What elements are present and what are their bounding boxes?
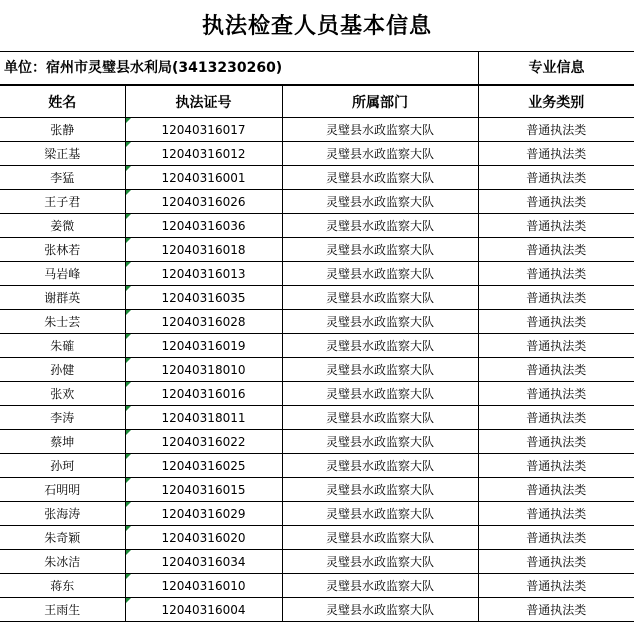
text-number-flag-icon bbox=[126, 238, 131, 243]
cell-cert-number[interactable] bbox=[125, 334, 282, 358]
cell-category-text: 普通执法类 bbox=[526, 291, 587, 305]
cell-cert-number[interactable] bbox=[125, 598, 282, 622]
cell-name[interactable] bbox=[0, 430, 125, 454]
cell-cert-number[interactable] bbox=[125, 502, 282, 526]
cell-name-text: 朱冰洁 bbox=[44, 555, 81, 569]
cell-name[interactable] bbox=[0, 166, 125, 190]
cell-department[interactable] bbox=[282, 526, 478, 550]
table-row bbox=[0, 310, 634, 334]
cell-name[interactable] bbox=[0, 214, 125, 238]
cell-category-text: 普通执法类 bbox=[526, 339, 587, 353]
table-body bbox=[0, 118, 634, 622]
cell-department-text: 灵璧县水政监察大队 bbox=[325, 435, 434, 449]
cell-cert-number-text: 12040316036 bbox=[161, 218, 246, 233]
table-row bbox=[0, 358, 634, 382]
cell-name-text: 朱士芸 bbox=[44, 315, 81, 329]
text-number-flag-icon bbox=[126, 502, 131, 507]
cell-cert-number-text: 12040318010 bbox=[161, 362, 246, 377]
table-row bbox=[0, 430, 634, 454]
cell-department-text: 灵璧县水政监察大队 bbox=[325, 603, 434, 617]
cell-name-text: 石明明 bbox=[44, 483, 81, 497]
table-row bbox=[0, 478, 634, 502]
cell-cert-number-text: 12040316001 bbox=[161, 170, 246, 185]
cell-department-text: 灵璧县水政监察大队 bbox=[325, 339, 434, 353]
cell-category-text: 普通执法类 bbox=[526, 243, 587, 257]
cell-department[interactable] bbox=[282, 334, 478, 358]
cell-category-text: 普通执法类 bbox=[526, 363, 587, 377]
cell-category-text: 普通执法类 bbox=[526, 435, 587, 449]
cell-cert-number-text: 12040316019 bbox=[161, 338, 246, 353]
cell-department[interactable] bbox=[282, 406, 478, 430]
cell-category-text: 普通执法类 bbox=[526, 147, 587, 161]
cell-category[interactable] bbox=[478, 214, 634, 238]
cell-name-text: 张静 bbox=[50, 123, 75, 137]
cell-category[interactable] bbox=[478, 310, 634, 334]
text-number-flag-icon bbox=[126, 262, 131, 267]
cell-category-text: 普通执法类 bbox=[526, 171, 587, 185]
cell-department[interactable] bbox=[282, 382, 478, 406]
cell-name[interactable] bbox=[0, 526, 125, 550]
table-row bbox=[0, 454, 634, 478]
cell-department[interactable] bbox=[282, 262, 478, 286]
cell-cert-number[interactable] bbox=[125, 238, 282, 262]
cell-name[interactable] bbox=[0, 574, 125, 598]
cell-cert-number-text: 12040316010 bbox=[161, 578, 246, 593]
cell-name-text: 孙健 bbox=[50, 363, 75, 377]
cell-category[interactable] bbox=[478, 526, 634, 550]
cell-department-text: 灵璧县水政监察大队 bbox=[325, 459, 434, 473]
cell-category[interactable] bbox=[478, 478, 634, 502]
cell-department-text: 灵璧县水政监察大队 bbox=[325, 171, 434, 185]
cell-name-text: 王雨生 bbox=[44, 603, 81, 617]
cell-name[interactable] bbox=[0, 358, 125, 382]
cell-cert-number-text: 12040316017 bbox=[161, 122, 246, 137]
cell-name-text: 姜微 bbox=[50, 219, 75, 233]
cell-cert-number[interactable] bbox=[125, 310, 282, 334]
cell-cert-number[interactable] bbox=[125, 118, 282, 142]
personnel-table bbox=[0, 85, 634, 622]
cell-category[interactable] bbox=[478, 142, 634, 166]
cell-name-text: 蒋东 bbox=[50, 579, 75, 593]
cell-name-text: 孙珂 bbox=[50, 459, 75, 473]
table-row bbox=[0, 262, 634, 286]
text-number-flag-icon bbox=[126, 574, 131, 579]
cell-name-text: 朱奇颖 bbox=[44, 531, 81, 545]
cell-category[interactable] bbox=[478, 334, 634, 358]
cell-department-text: 灵璧县水政监察大队 bbox=[325, 219, 434, 233]
table-row bbox=[0, 166, 634, 190]
cell-category-text: 普通执法类 bbox=[526, 459, 587, 473]
sheet-title: 执法检查人员基本信息 bbox=[0, 0, 634, 52]
cell-name[interactable] bbox=[0, 550, 125, 574]
cell-department[interactable] bbox=[282, 478, 478, 502]
cell-category[interactable] bbox=[478, 238, 634, 262]
table-row bbox=[0, 406, 634, 430]
cell-department[interactable] bbox=[282, 598, 478, 622]
table-row bbox=[0, 190, 634, 214]
table-row bbox=[0, 118, 634, 142]
cell-cert-number-text: 12040316013 bbox=[161, 266, 246, 281]
cell-category-text: 普通执法类 bbox=[526, 123, 587, 137]
cell-cert-number-text: 12040316020 bbox=[161, 530, 246, 545]
cell-category-text: 普通执法类 bbox=[526, 195, 587, 209]
cell-name-text: 张林若 bbox=[44, 243, 81, 257]
unit-label: 单位： bbox=[4, 60, 46, 76]
cell-cert-number[interactable] bbox=[125, 430, 282, 454]
cell-cert-number[interactable] bbox=[125, 550, 282, 574]
text-number-flag-icon bbox=[126, 598, 131, 603]
cell-name-text: 蔡坤 bbox=[50, 435, 75, 449]
cell-department-text: 灵璧县水政监察大队 bbox=[325, 483, 434, 497]
cell-name[interactable] bbox=[0, 262, 125, 286]
cell-department[interactable] bbox=[282, 142, 478, 166]
cell-department-text: 灵璧县水政监察大队 bbox=[325, 315, 434, 329]
cell-category[interactable] bbox=[478, 454, 634, 478]
cell-name[interactable] bbox=[0, 502, 125, 526]
text-number-flag-icon bbox=[126, 406, 131, 411]
cell-cert-number-text: 12040316016 bbox=[161, 386, 246, 401]
cell-name[interactable] bbox=[0, 598, 125, 622]
cell-name[interactable] bbox=[0, 406, 125, 430]
text-number-flag-icon bbox=[126, 550, 131, 555]
cell-name[interactable] bbox=[0, 310, 125, 334]
cell-name[interactable] bbox=[0, 286, 125, 310]
cell-cert-number-text: 12040316022 bbox=[161, 434, 246, 449]
table-row bbox=[0, 286, 634, 310]
cell-department-text: 灵璧县水政监察大队 bbox=[325, 531, 434, 545]
cell-name-text: 李猛 bbox=[50, 171, 75, 185]
cell-category[interactable] bbox=[478, 574, 634, 598]
cell-category-text: 普通执法类 bbox=[526, 219, 587, 233]
cell-cert-number-text: 12040316018 bbox=[161, 242, 246, 257]
cell-cert-number-text: 12040316035 bbox=[161, 290, 246, 305]
cell-cert-number-text: 12040316015 bbox=[161, 482, 246, 497]
cell-cert-number-text: 12040318011 bbox=[161, 410, 246, 425]
cell-department-text: 灵璧县水政监察大队 bbox=[325, 507, 434, 521]
cell-name-text: 张欢 bbox=[50, 387, 75, 401]
cell-name[interactable] bbox=[0, 454, 125, 478]
cell-cert-number[interactable] bbox=[125, 478, 282, 502]
table-row bbox=[0, 238, 634, 262]
cell-name-text: 张海涛 bbox=[44, 507, 81, 521]
cell-cert-number[interactable] bbox=[125, 382, 282, 406]
cell-name[interactable] bbox=[0, 142, 125, 166]
text-number-flag-icon bbox=[126, 166, 131, 171]
text-number-flag-icon bbox=[126, 214, 131, 219]
cell-category-text: 普通执法类 bbox=[526, 387, 587, 401]
cell-category-text: 普通执法类 bbox=[526, 579, 587, 593]
cell-cert-number[interactable] bbox=[125, 526, 282, 550]
cell-category[interactable] bbox=[478, 598, 634, 622]
table-row bbox=[0, 502, 634, 526]
table-row bbox=[0, 598, 634, 622]
cell-cert-number[interactable] bbox=[125, 286, 282, 310]
cell-cert-number[interactable] bbox=[125, 190, 282, 214]
cell-department-text: 灵璧县水政监察大队 bbox=[325, 291, 434, 305]
cell-category[interactable] bbox=[478, 502, 634, 526]
cell-department[interactable] bbox=[282, 430, 478, 454]
cell-cert-number-text: 12040316026 bbox=[161, 194, 246, 209]
cell-category[interactable] bbox=[478, 382, 634, 406]
cell-department-text: 灵璧县水政监察大队 bbox=[325, 243, 434, 257]
cell-department[interactable] bbox=[282, 574, 478, 598]
cell-name-text: 谢群英 bbox=[44, 291, 81, 305]
text-number-flag-icon bbox=[126, 478, 131, 483]
cell-category-text: 普通执法类 bbox=[526, 555, 587, 569]
cell-category[interactable] bbox=[478, 118, 634, 142]
cell-category[interactable] bbox=[478, 286, 634, 310]
cell-department-text: 灵璧县水政监察大队 bbox=[325, 387, 434, 401]
cell-department[interactable] bbox=[282, 550, 478, 574]
text-number-flag-icon bbox=[126, 310, 131, 315]
cell-department-text: 灵璧县水政监察大队 bbox=[325, 555, 434, 569]
table-row bbox=[0, 214, 634, 238]
unit-cell bbox=[0, 52, 478, 84]
cell-department[interactable] bbox=[282, 238, 478, 262]
cell-category[interactable] bbox=[478, 358, 634, 382]
cell-department-text: 灵璧县水政监察大队 bbox=[325, 411, 434, 425]
cell-department-text: 灵璧县水政监察大队 bbox=[325, 147, 434, 161]
cell-name[interactable] bbox=[0, 334, 125, 358]
text-number-flag-icon bbox=[126, 526, 131, 531]
cell-category-text: 普通执法类 bbox=[526, 603, 587, 617]
text-number-flag-icon bbox=[126, 334, 131, 339]
text-number-flag-icon bbox=[126, 454, 131, 459]
cell-department-text: 灵璧县水政监察大队 bbox=[325, 123, 434, 137]
text-number-flag-icon bbox=[126, 190, 131, 195]
professional-info-header: 专业信息 bbox=[478, 52, 634, 84]
cell-name-text: 朱確 bbox=[50, 339, 75, 353]
cell-cert-number-text: 12040316034 bbox=[161, 554, 246, 569]
cell-name-text: 王子君 bbox=[44, 195, 81, 209]
cell-category[interactable] bbox=[478, 166, 634, 190]
cell-name[interactable] bbox=[0, 118, 125, 142]
cell-name-text: 李涛 bbox=[50, 411, 75, 425]
cell-name-text: 梁正基 bbox=[44, 147, 81, 161]
cell-cert-number-text: 12040316004 bbox=[161, 602, 246, 617]
cell-category-text: 普通执法类 bbox=[526, 531, 587, 545]
text-number-flag-icon bbox=[126, 286, 131, 291]
cell-name[interactable] bbox=[0, 238, 125, 262]
table-row bbox=[0, 550, 634, 574]
cell-department[interactable] bbox=[282, 166, 478, 190]
cell-department[interactable] bbox=[282, 190, 478, 214]
column-header-cert: 执法证号 bbox=[125, 86, 282, 118]
cell-cert-number-text: 12040316029 bbox=[161, 506, 246, 521]
cell-category-text: 普通执法类 bbox=[526, 315, 587, 329]
table-row bbox=[0, 142, 634, 166]
cell-cert-number-text: 12040316012 bbox=[161, 146, 246, 161]
cell-category[interactable] bbox=[478, 190, 634, 214]
cell-department[interactable] bbox=[282, 286, 478, 310]
cell-cert-number[interactable] bbox=[125, 358, 282, 382]
cell-cert-number[interactable] bbox=[125, 142, 282, 166]
cell-category[interactable] bbox=[478, 550, 634, 574]
cell-category-text: 普通执法类 bbox=[526, 507, 587, 521]
cell-name[interactable] bbox=[0, 382, 125, 406]
text-number-flag-icon bbox=[126, 118, 131, 123]
cell-department[interactable] bbox=[282, 310, 478, 334]
table-row bbox=[0, 574, 634, 598]
cell-department[interactable] bbox=[282, 358, 478, 382]
cell-category-text: 普通执法类 bbox=[526, 267, 587, 281]
cell-cert-number-text: 12040316025 bbox=[161, 458, 246, 473]
cell-cert-number-text: 12040316028 bbox=[161, 314, 246, 329]
text-number-flag-icon bbox=[126, 430, 131, 435]
cell-department[interactable] bbox=[282, 118, 478, 142]
cell-department[interactable] bbox=[282, 214, 478, 238]
cell-cert-number[interactable] bbox=[125, 166, 282, 190]
cell-cert-number[interactable] bbox=[125, 454, 282, 478]
cell-cert-number[interactable] bbox=[125, 214, 282, 238]
text-number-flag-icon bbox=[126, 358, 131, 363]
column-header-dept: 所属部门 bbox=[282, 86, 478, 118]
cell-department-text: 灵璧县水政监察大队 bbox=[325, 195, 434, 209]
column-header-name: 姓名 bbox=[0, 86, 125, 118]
cell-department-text: 灵璧县水政监察大队 bbox=[325, 579, 434, 593]
unit-row bbox=[0, 52, 634, 85]
cell-name[interactable] bbox=[0, 478, 125, 502]
text-number-flag-icon bbox=[126, 142, 131, 147]
column-header-category: 业务类别 bbox=[478, 86, 634, 118]
cell-category[interactable] bbox=[478, 406, 634, 430]
cell-department-text: 灵璧县水政监察大队 bbox=[325, 267, 434, 281]
cell-cert-number[interactable] bbox=[125, 262, 282, 286]
cell-cert-number[interactable] bbox=[125, 574, 282, 598]
header-row bbox=[0, 86, 634, 118]
cell-category[interactable] bbox=[478, 262, 634, 286]
cell-name[interactable] bbox=[0, 190, 125, 214]
table-row bbox=[0, 382, 634, 406]
cell-department-text: 灵璧县水政监察大队 bbox=[325, 363, 434, 377]
table-row bbox=[0, 526, 634, 550]
cell-cert-number[interactable] bbox=[125, 406, 282, 430]
cell-category-text: 普通执法类 bbox=[526, 411, 587, 425]
cell-name-text: 马岩峰 bbox=[44, 267, 81, 281]
text-number-flag-icon bbox=[126, 382, 131, 387]
cell-category-text: 普通执法类 bbox=[526, 483, 587, 497]
cell-category[interactable] bbox=[478, 430, 634, 454]
unit-value: 宿州市灵璧县水利局(3413230260) bbox=[46, 60, 283, 76]
cell-department[interactable] bbox=[282, 502, 478, 526]
table-row bbox=[0, 334, 634, 358]
cell-department[interactable] bbox=[282, 454, 478, 478]
